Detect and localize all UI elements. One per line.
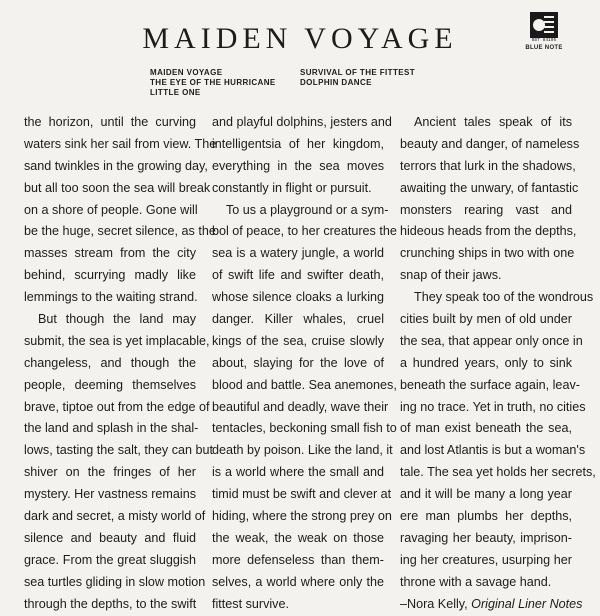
track-title: DOLPHIN DANCE [300,78,372,87]
text-line: everything in the sea moves [212,158,384,173]
text-line: and it will be many a long year [400,487,572,502]
text-line: hiding, where the strong prey on [212,509,392,524]
text-line: terrors that lurk in the shadows, [400,158,576,173]
blue-note-logo-mark-icon [530,12,558,38]
text-line: Ancient tales speak of its [414,115,572,129]
text-line: lows, tasting the salt, they can but [24,443,214,458]
text-line: sea turtles gliding in slow motion [24,574,206,589]
label-name: BLUE NOTE [525,45,563,51]
text-line: intelligentsia of her kingdom, [212,136,384,151]
text-column-3 [400,112,596,615]
text-line: brave, tiptoe out from the edge of [24,399,210,414]
text-line: ravaging her beauty, imprison- [400,530,572,545]
text-line: shiver on the fringes of her [24,465,196,480]
page-title: MAIDEN VOYAGE [142,22,458,55]
track-title: SURVIVAL OF THE FITTEST [300,68,415,77]
text-line: throne with a savage hand. [400,574,552,589]
text-line: monsters rearing vast and [400,202,572,217]
text-line: the weak, the weak on those [212,530,384,545]
text-line: death by poison. Like the land, it [212,443,393,458]
text-line: ing no trace. Yet in truth, no cities [400,399,586,414]
text-line: tentacles, beckoning small fish to [212,421,397,436]
text-line: and playful dolphins, jesters and [212,115,392,129]
text-line: They speak too of the wondrous [414,290,594,305]
text-line: of swift life and swifter death, [212,268,384,283]
text-line: grace. From the great sluggish [24,552,196,567]
text-line: fittest survive. [212,596,289,611]
text-line: is a world where the small and [212,465,384,480]
text-line: ing her creatures, usurping her [400,552,572,567]
text-line: masses stream from the city [24,246,196,261]
text-line: submit, the sea is yet implacable, [24,333,210,348]
track-title: THE EYE OF THE HURRICANE [150,78,276,87]
text-column-1 [24,112,217,615]
text-line: be the huge, secret silence, as the [24,224,216,239]
text-line: more defenseless than them- [212,552,384,567]
text-line: dark and secret, a misty world of [24,509,206,524]
text-line: selves, a world where only the [212,574,384,589]
track-list-left [150,68,276,98]
track-list-right [300,68,415,88]
text-line: whose silence cloaks a lurking [212,290,384,305]
text-line: cities built by men of old under [400,312,572,327]
text-line: mystery. Her vastness remains [24,487,196,502]
text-line: lemmings to the waiting strand. [24,290,198,305]
track-title: MAIDEN VOYAGE [150,68,223,77]
text-line: ere man plumbs her depths, [400,509,572,524]
credit-author: –Nora Kelly, [400,596,468,611]
text-line: people, deeming themselves [24,377,196,392]
text-line: To us a playground or a sym- [226,202,389,217]
text-line: crunching ships in two with one [400,246,575,261]
text-line: awaiting the unwary, of fantastic [400,180,579,195]
text-line: changeless, and though the [24,355,196,370]
text-line: beauty and danger, of nameless [400,136,580,151]
credit-source: Original Liner Notes [471,596,583,611]
text-line: silence and beauty and fluid [24,530,196,545]
text-line: waters sink her sail from view. The [24,136,217,151]
liner-notes-credit [400,594,583,616]
text-line: but all too soon the sea will break [24,180,211,195]
text-column-2 [212,112,397,615]
text-line: the horizon, until the curving [24,115,196,129]
text-line: tale. The sea yet holds her secrets, [400,465,596,480]
text-line: snap of their jaws. [400,268,502,283]
catalog-number: BST 84195 [531,38,557,43]
text-line: the sea, that appear only once in [400,333,583,348]
text-line: But though the land may [38,312,196,327]
text-line: sea is a watery jungle, a world [212,246,384,261]
text-line: bol of peace, to her creatures the [212,224,397,239]
text-line: constantly in flight or pursuit. [212,180,372,195]
text-line: timid must be swift and clever at [212,487,392,502]
text-line: a hundred years, only to sink [400,355,572,370]
text-line: danger. Killer whales, cruel [212,312,384,327]
text-line: and lost Atlantis is but a woman's [400,443,586,458]
text-line: sand twinkles in the growing day, [24,158,208,173]
text-line: hideous heads from the depths, [400,224,577,239]
text-line: of man exist beneath the sea, [400,421,572,436]
text-line: beautiful and deadly, wave their [212,399,389,414]
text-line: the land and splash in the shal- [24,421,199,436]
text-line: behind, scurrying madly like [24,268,196,283]
text-line: beneath the surface again, leav- [400,377,580,392]
text-line: through the depths, to the swift [24,596,197,611]
text-line: blood and battle. Sea anemones, [212,377,397,392]
text-line: kings of the sea, cruise slowly [212,333,384,348]
blue-note-logo [524,10,564,64]
track-title: LITTLE ONE [150,88,201,97]
text-line: on a shore of people. Gone will [24,202,198,217]
text-line: about, slaying for the love of [212,355,384,370]
